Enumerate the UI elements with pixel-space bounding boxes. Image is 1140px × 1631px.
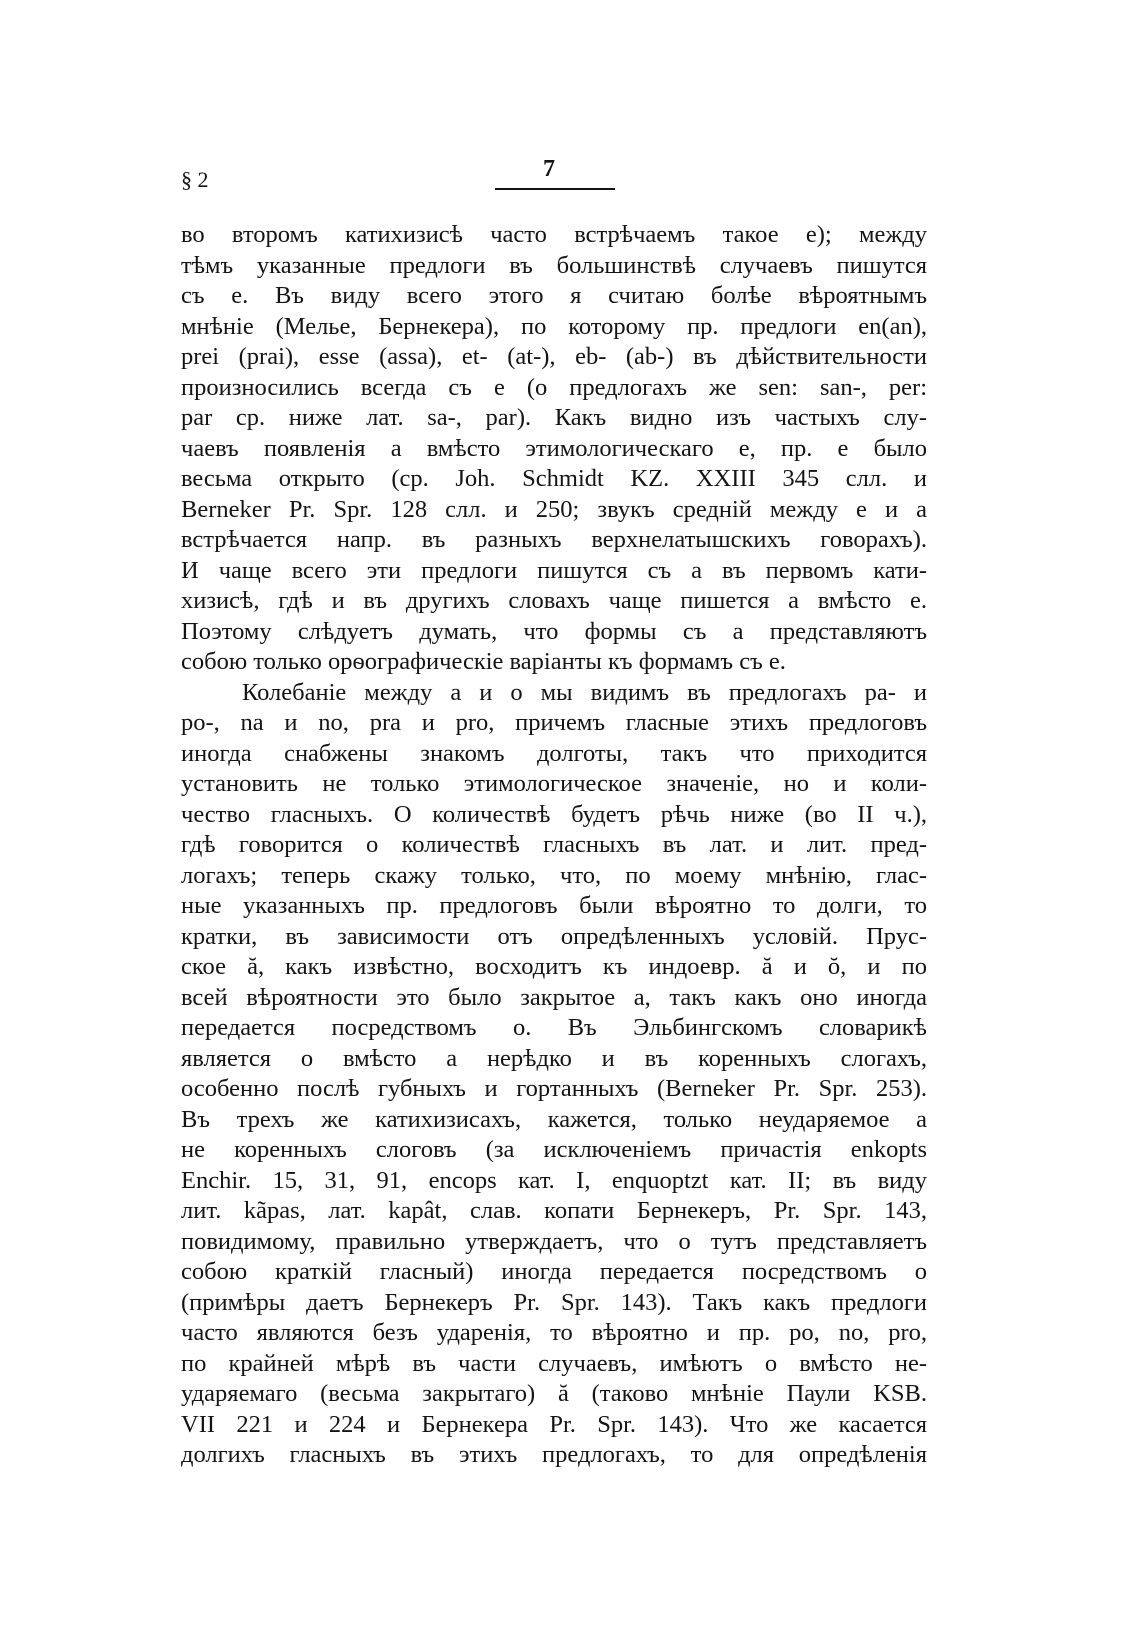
text-line: (примѣры даетъ Бернекеръ Pr. Spr. 143). Такъ какъ предлоги xyxy=(181,1288,927,1316)
text-line: иногда снабжены знакомъ долготы, такъ что приходится xyxy=(181,739,927,767)
text-line: не коренныхъ слоговъ (за исключеніемъ причастія enkopts xyxy=(181,1136,927,1163)
text-line: повидимому, правильно утверждаетъ, что о тутъ представляетъ xyxy=(181,1227,927,1255)
text-line: логахъ; теперь скажу только, что, по моему мнѣнію, глас- xyxy=(181,861,927,889)
header-rule xyxy=(495,188,615,190)
text-line: кратки, въ зависимости отъ опредѣленныхъ условій. Прус- xyxy=(181,922,927,950)
text-line: весьма открыто (ср. Joh. Schmidt KZ. XXIII 345 слл. и xyxy=(181,465,927,492)
text-line: по крайней мѣрѣ въ части случаевъ, имѣютъ о вмѣсто не- xyxy=(181,1349,927,1377)
text-line: чаевъ появленія а вмѣсто этимологическаго е, пр. е было xyxy=(181,434,927,462)
text-line: собою краткій гласный) иногда передается посредствомъ о xyxy=(181,1258,927,1285)
text-line: хизисѣ, гдѣ и въ другихъ словахъ чаще пишется а вмѣсто е. xyxy=(181,587,927,614)
page-number: 7 xyxy=(543,156,555,182)
text-line: гдѣ говорится о количествѣ гласныхъ въ лат. и лит. пред- xyxy=(181,831,927,858)
text-line: Колебаніе между а и о мы видимъ въ предлогахъ pa- и xyxy=(242,678,927,706)
text-line: par ср. ниже лат. sa-, par). Какъ видно изъ частыхъ слу- xyxy=(181,404,927,431)
text-line: во второмъ катихизисѣ часто встрѣчаемъ такое е); между xyxy=(181,221,927,248)
text-line: произносились всегда съ е (о предлогахъ же sen: san-, per: xyxy=(181,373,927,401)
text-line: Въ трехъ же катихизисахъ, кажется, только неударяемое а xyxy=(181,1105,927,1133)
text-line: Enchir. 15, 31, 91, encops кат. I, enquoptzt кат. II; въ виду xyxy=(181,1166,927,1194)
text-line: po-, na и no, pra и pro, причемъ гласные этихъ предлоговъ xyxy=(181,709,927,736)
text-line: VII 221 и 224 и Бернекера Pr. Spr. 143). Что же касается xyxy=(181,1410,927,1438)
text-line: лит. kãpas, лат. kapât, слав. копати Бернекеръ, Pr. Spr. 143, xyxy=(181,1197,927,1224)
text-line: собою только орѳографическіе варіанты къ формамъ съ е. xyxy=(181,648,786,675)
text-line: Поэтому слѣдуетъ думать, что формы съ а представляютъ xyxy=(181,617,927,645)
text-line: является о вмѣсто а нерѣдко и въ коренныхъ слогахъ, xyxy=(181,1044,927,1072)
text-line: мнѣніе (Мелье, Бернекера), по которому пр. предлоги en(an), xyxy=(181,312,927,340)
text-line: установить не только этимологическое значеніе, но и коли- xyxy=(181,770,927,797)
text-line: часто являются безъ ударенія, то вѣроятно и пр. po, no, pro, xyxy=(181,1319,927,1346)
text-line: ское ă, какъ извѣстно, восходитъ къ индоевр. ă и ŏ, и по xyxy=(181,953,927,980)
text-line: всей вѣроятности это было закрытое а, такъ какъ оно иногда xyxy=(181,983,927,1011)
body-text xyxy=(181,220,927,1471)
text-line: И чаще всего эти предлоги пишутся съ а въ первомъ кати- xyxy=(181,556,927,584)
text-line: долгихъ гласныхъ въ этихъ предлогахъ, то для опредѣленія xyxy=(181,1441,927,1468)
text-line: тѣмъ указанные предлоги въ большинствѣ случаевъ пишутся xyxy=(181,251,927,279)
text-line: ные указанныхъ пр. предлоговъ были вѣроятно то долги, то xyxy=(181,892,927,919)
text-line: prei (prai), esse (assa), et- (at-), eb- (ab-) въ дѣйствительности xyxy=(181,343,927,370)
text-line: передается посредствомъ о. Въ Эльбингскомъ словарикѣ xyxy=(181,1014,927,1041)
section-number: § 2 xyxy=(181,167,209,192)
text-line: Berneker Pr. Spr. 128 слл. и 250; звукъ средній между е и а xyxy=(181,495,927,523)
text-line: ударяемаго (весьма закрытаго) ă (таково мнѣніе Паули KSB. xyxy=(181,1380,927,1407)
text-line: съ е. Въ виду всего этого я считаю болѣе вѣроятнымъ xyxy=(181,282,927,309)
text-line: особенно послѣ губныхъ и гортанныхъ (Berneker Pr. Spr. 253). xyxy=(181,1075,927,1102)
text-line: встрѣчается напр. въ разныхъ верхнелатышскихъ говорахъ). xyxy=(181,526,927,553)
text-line: чество гласныхъ. О количествѣ будетъ рѣчь ниже (во II ч.), xyxy=(181,800,927,828)
